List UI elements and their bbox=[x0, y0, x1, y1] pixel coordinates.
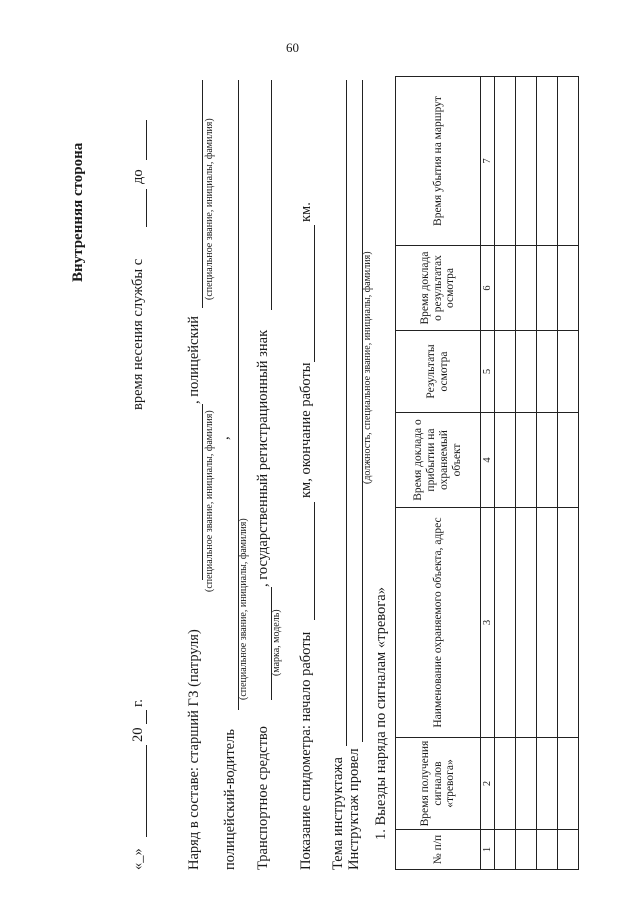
table-cell[interactable] bbox=[495, 738, 516, 830]
crew-label: Наряд в составе: старший ГЗ (патруля) bbox=[186, 629, 202, 870]
vehicle-reg-label: , государственный регистрационный знак bbox=[255, 329, 271, 587]
table-cell[interactable] bbox=[558, 331, 579, 413]
briefing-topic-blank bbox=[346, 80, 347, 746]
service-time-to: до bbox=[130, 169, 146, 184]
column-number: 1 bbox=[481, 830, 495, 870]
table-cell[interactable] bbox=[516, 331, 537, 413]
table-cell[interactable] bbox=[558, 738, 579, 830]
table-row bbox=[558, 77, 579, 870]
column-number-row bbox=[481, 77, 495, 870]
crew-officer-blank bbox=[202, 80, 203, 308]
table-cell[interactable] bbox=[495, 413, 516, 508]
table-cell[interactable] bbox=[495, 508, 516, 738]
section1-title: 1. Выезды наряда по сигналам «тревога» bbox=[373, 587, 389, 840]
speedometer-start-blank bbox=[314, 502, 315, 620]
table-cell[interactable] bbox=[516, 830, 537, 870]
col-header-results-report: Время доклада о результатах осмотра bbox=[396, 246, 481, 331]
driver-caption: (специальное звание, инициалы, фамилия) bbox=[238, 518, 249, 700]
col-header-number: № п/п bbox=[396, 830, 481, 870]
table-row bbox=[516, 77, 537, 870]
speedometer-label: Показание спидометра: начало работы bbox=[298, 631, 314, 870]
table-row bbox=[537, 77, 558, 870]
service-time-label: время несения службы с bbox=[130, 258, 146, 410]
table-cell[interactable] bbox=[558, 413, 579, 508]
table-cell[interactable] bbox=[495, 77, 516, 246]
table-cell[interactable] bbox=[537, 77, 558, 246]
vehicle-label: Транспортное средство bbox=[255, 726, 271, 870]
month-blank bbox=[146, 745, 147, 837]
column-number: 6 bbox=[481, 246, 495, 331]
column-number: 5 bbox=[481, 331, 495, 413]
table-cell[interactable] bbox=[558, 77, 579, 246]
table-cell[interactable] bbox=[495, 246, 516, 331]
day-blank: _ bbox=[130, 855, 146, 863]
column-number: 4 bbox=[481, 413, 495, 508]
briefing-conducted-label: Инструктаж провел bbox=[346, 748, 362, 870]
table-cell[interactable] bbox=[495, 830, 516, 870]
table-cell[interactable] bbox=[537, 830, 558, 870]
year-suffix: г. bbox=[130, 699, 146, 707]
column-number: 7 bbox=[481, 77, 495, 246]
briefing-topic-label: Тема инструктажа bbox=[330, 757, 346, 870]
speedometer-km1: км, окончание работы bbox=[298, 362, 314, 498]
alarm-trips-table bbox=[395, 76, 579, 870]
column-number: 2 bbox=[481, 738, 495, 830]
date-line bbox=[130, 848, 147, 870]
side-title: Внутренняя сторона bbox=[70, 142, 86, 282]
vehicle-caption: (марка, модель) bbox=[271, 609, 282, 676]
service-from-blank bbox=[146, 189, 147, 227]
table-header-row bbox=[396, 77, 481, 870]
speedometer-end-blank bbox=[314, 225, 315, 362]
service-to-blank bbox=[146, 120, 147, 160]
table-cell[interactable] bbox=[495, 331, 516, 413]
col-header-signal-time: Время получения сигналов «тревога» bbox=[396, 738, 481, 830]
crew-caption-senior: (специальное звание, инициалы, фамилия) bbox=[204, 410, 215, 592]
col-header-arrival-report: Время доклада о прибытии на охраняемый объект bbox=[396, 413, 481, 508]
table-cell[interactable] bbox=[537, 331, 558, 413]
page-number: 60 bbox=[286, 40, 299, 55]
speedometer-km2: км. bbox=[298, 202, 314, 222]
table-cell[interactable] bbox=[537, 246, 558, 331]
table-cell[interactable] bbox=[558, 830, 579, 870]
crew-senior-blank bbox=[202, 404, 203, 580]
crew-second-label: , полицейский bbox=[186, 315, 202, 404]
table-cell[interactable] bbox=[516, 508, 537, 738]
quote-close: » bbox=[130, 848, 146, 856]
table-cell[interactable] bbox=[537, 738, 558, 830]
col-header-object-address: Наименование охраняемого объекта, адрес bbox=[396, 508, 481, 738]
table-cell[interactable] bbox=[516, 246, 537, 331]
col-header-inspection-results: Результаты осмотра bbox=[396, 331, 481, 413]
table-cell[interactable] bbox=[516, 738, 537, 830]
column-number: 3 bbox=[481, 508, 495, 738]
driver-mark: , bbox=[216, 436, 232, 440]
briefing-caption: (должность, специальное звание, инициалы, фамилия) bbox=[362, 251, 373, 484]
table-row bbox=[495, 77, 516, 870]
crew-caption-officer: (специальное звание, инициалы, фамилия) bbox=[204, 118, 215, 300]
year-blank bbox=[146, 710, 147, 724]
table-cell[interactable] bbox=[516, 413, 537, 508]
form-sheet bbox=[70, 80, 570, 870]
quote-open: « bbox=[130, 862, 146, 870]
driver-label: полицейский-водитель bbox=[222, 729, 238, 870]
vehicle-reg-blank bbox=[271, 80, 272, 310]
table-cell[interactable] bbox=[537, 413, 558, 508]
col-header-departure-time: Время убытия на маршрут bbox=[396, 77, 481, 246]
table-cell[interactable] bbox=[516, 77, 537, 246]
table-cell[interactable] bbox=[537, 508, 558, 738]
table-cell[interactable] bbox=[558, 508, 579, 738]
table-cell[interactable] bbox=[558, 246, 579, 331]
year-prefix: 20 bbox=[130, 727, 146, 742]
